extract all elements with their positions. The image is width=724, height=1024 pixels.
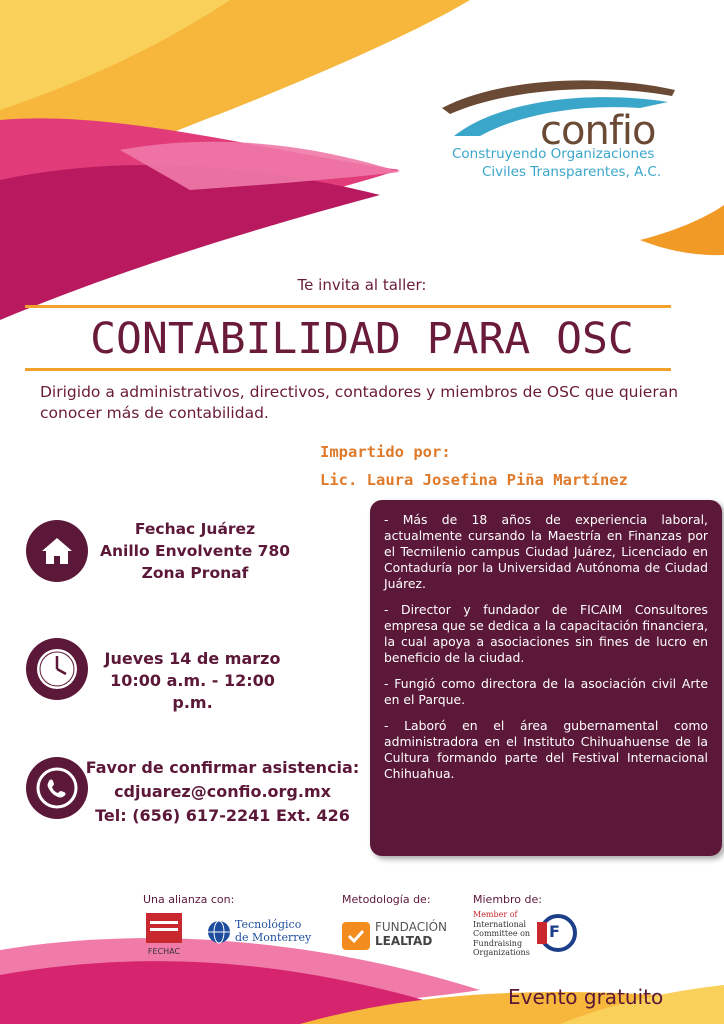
icfo-mark: F bbox=[549, 922, 560, 941]
title-rule-bottom bbox=[25, 368, 671, 371]
tec-globe-icon bbox=[207, 920, 231, 944]
methodology-label: Metodología de: bbox=[342, 893, 431, 906]
lealtad-check-icon bbox=[342, 922, 370, 950]
location-line1: Fechac Juárez bbox=[134, 520, 256, 538]
alliance-label: Una alianza con: bbox=[143, 893, 235, 906]
bio-item: - Director y fundador de FICAIM Consultores empresa que se dedica a la capacitación financiera, la cual apoya a asociaciones sin fines de lucro en beneficio de la ciudad. bbox=[384, 602, 708, 665]
schedule-block bbox=[100, 648, 285, 714]
event-date: Jueves 14 de marzo bbox=[104, 649, 281, 668]
contact-block bbox=[80, 756, 365, 828]
icfo-logo bbox=[473, 910, 593, 962]
speaker-heading: Impartido por: bbox=[320, 443, 451, 461]
location-line2: Anillo Envolvente 780 bbox=[99, 542, 291, 560]
speaker-block bbox=[320, 438, 628, 494]
confio-logo bbox=[440, 78, 685, 188]
fundacion-lealtad-logo bbox=[342, 920, 452, 954]
speaker-name: Lic. Laura Josefina Piña Martínez bbox=[320, 471, 628, 489]
audience-text: Dirigido a administrativos, directivos, contadores y miembros de OSC que quieran conocer más de contabilidad. bbox=[40, 383, 679, 422]
contact-phone[interactable]: Tel: (656) 617-2241 Ext. 426 bbox=[95, 806, 350, 825]
bio-item: - Laboró en el área gubernamental como administradora en el Instituto Chihuahuense de la Cultura formando parte del Festival Internacional Chihuahua. bbox=[384, 718, 708, 781]
icfo-line1: Member of bbox=[473, 910, 518, 919]
title-rule-top bbox=[25, 305, 671, 308]
member-label: Miembro de: bbox=[473, 893, 542, 906]
bio-item: - Fungió como directora de la asociación civil Arte en el Parque. bbox=[384, 676, 708, 707]
phone-icon bbox=[26, 757, 88, 819]
free-event-label: Evento gratuito bbox=[508, 985, 664, 1009]
tec-line2: de Monterrey bbox=[235, 931, 312, 944]
icfo-line4: Fundraising bbox=[473, 938, 523, 948]
rsvp-heading: Favor de confirmar asistencia: bbox=[85, 758, 360, 777]
workshop-title: CONTABILIDAD PARA OSC bbox=[90, 314, 634, 364]
contact-email[interactable]: cdjuarez@confio.org.mx bbox=[114, 782, 331, 801]
location-block bbox=[95, 518, 295, 584]
icfo-line3: Committee on bbox=[473, 929, 531, 938]
fechac-label: FECHAC bbox=[147, 947, 181, 956]
icfo-line2: International bbox=[473, 919, 527, 929]
icfo-text bbox=[473, 910, 530, 958]
logo-wordmark: confio bbox=[540, 108, 656, 154]
bio-item: - Más de 18 años de experiencia laboral, actualmente cursando la Maestría en Finanzas por el Tecmilenio campus Ciudad Juárez, Licenciado en Contaduría por la Universidad Autónoma de Ciudad Juárez. bbox=[384, 512, 708, 591]
location-line3: Zona Pronaf bbox=[141, 564, 249, 582]
tec-line1: Tecnológico bbox=[235, 918, 302, 931]
lealtad-name bbox=[375, 920, 447, 948]
fechac-logo bbox=[146, 913, 182, 956]
clock-icon bbox=[26, 638, 88, 700]
logo-tagline-1: Construyendo Organizaciones bbox=[452, 146, 655, 162]
icfo-emblem-icon bbox=[539, 914, 577, 952]
speaker-bio-box bbox=[370, 500, 722, 856]
logo-tagline-2: Civiles Transparentes, A.C. bbox=[482, 164, 662, 180]
event-time: 10:00 a.m. - 12:00 p.m. bbox=[110, 671, 275, 712]
home-icon bbox=[26, 520, 88, 582]
icfo-line5: Organizations bbox=[473, 948, 530, 957]
fechac-mark-icon bbox=[146, 913, 182, 943]
lealtad-line2: LEALTAD bbox=[375, 934, 433, 948]
invite-text: Te invita al taller: bbox=[297, 276, 427, 294]
icfo-emblem-red bbox=[537, 922, 547, 944]
tec-monterrey-logo bbox=[207, 918, 317, 948]
tec-name bbox=[235, 918, 311, 944]
lealtad-line1: FUNDACIÓN bbox=[375, 920, 448, 934]
